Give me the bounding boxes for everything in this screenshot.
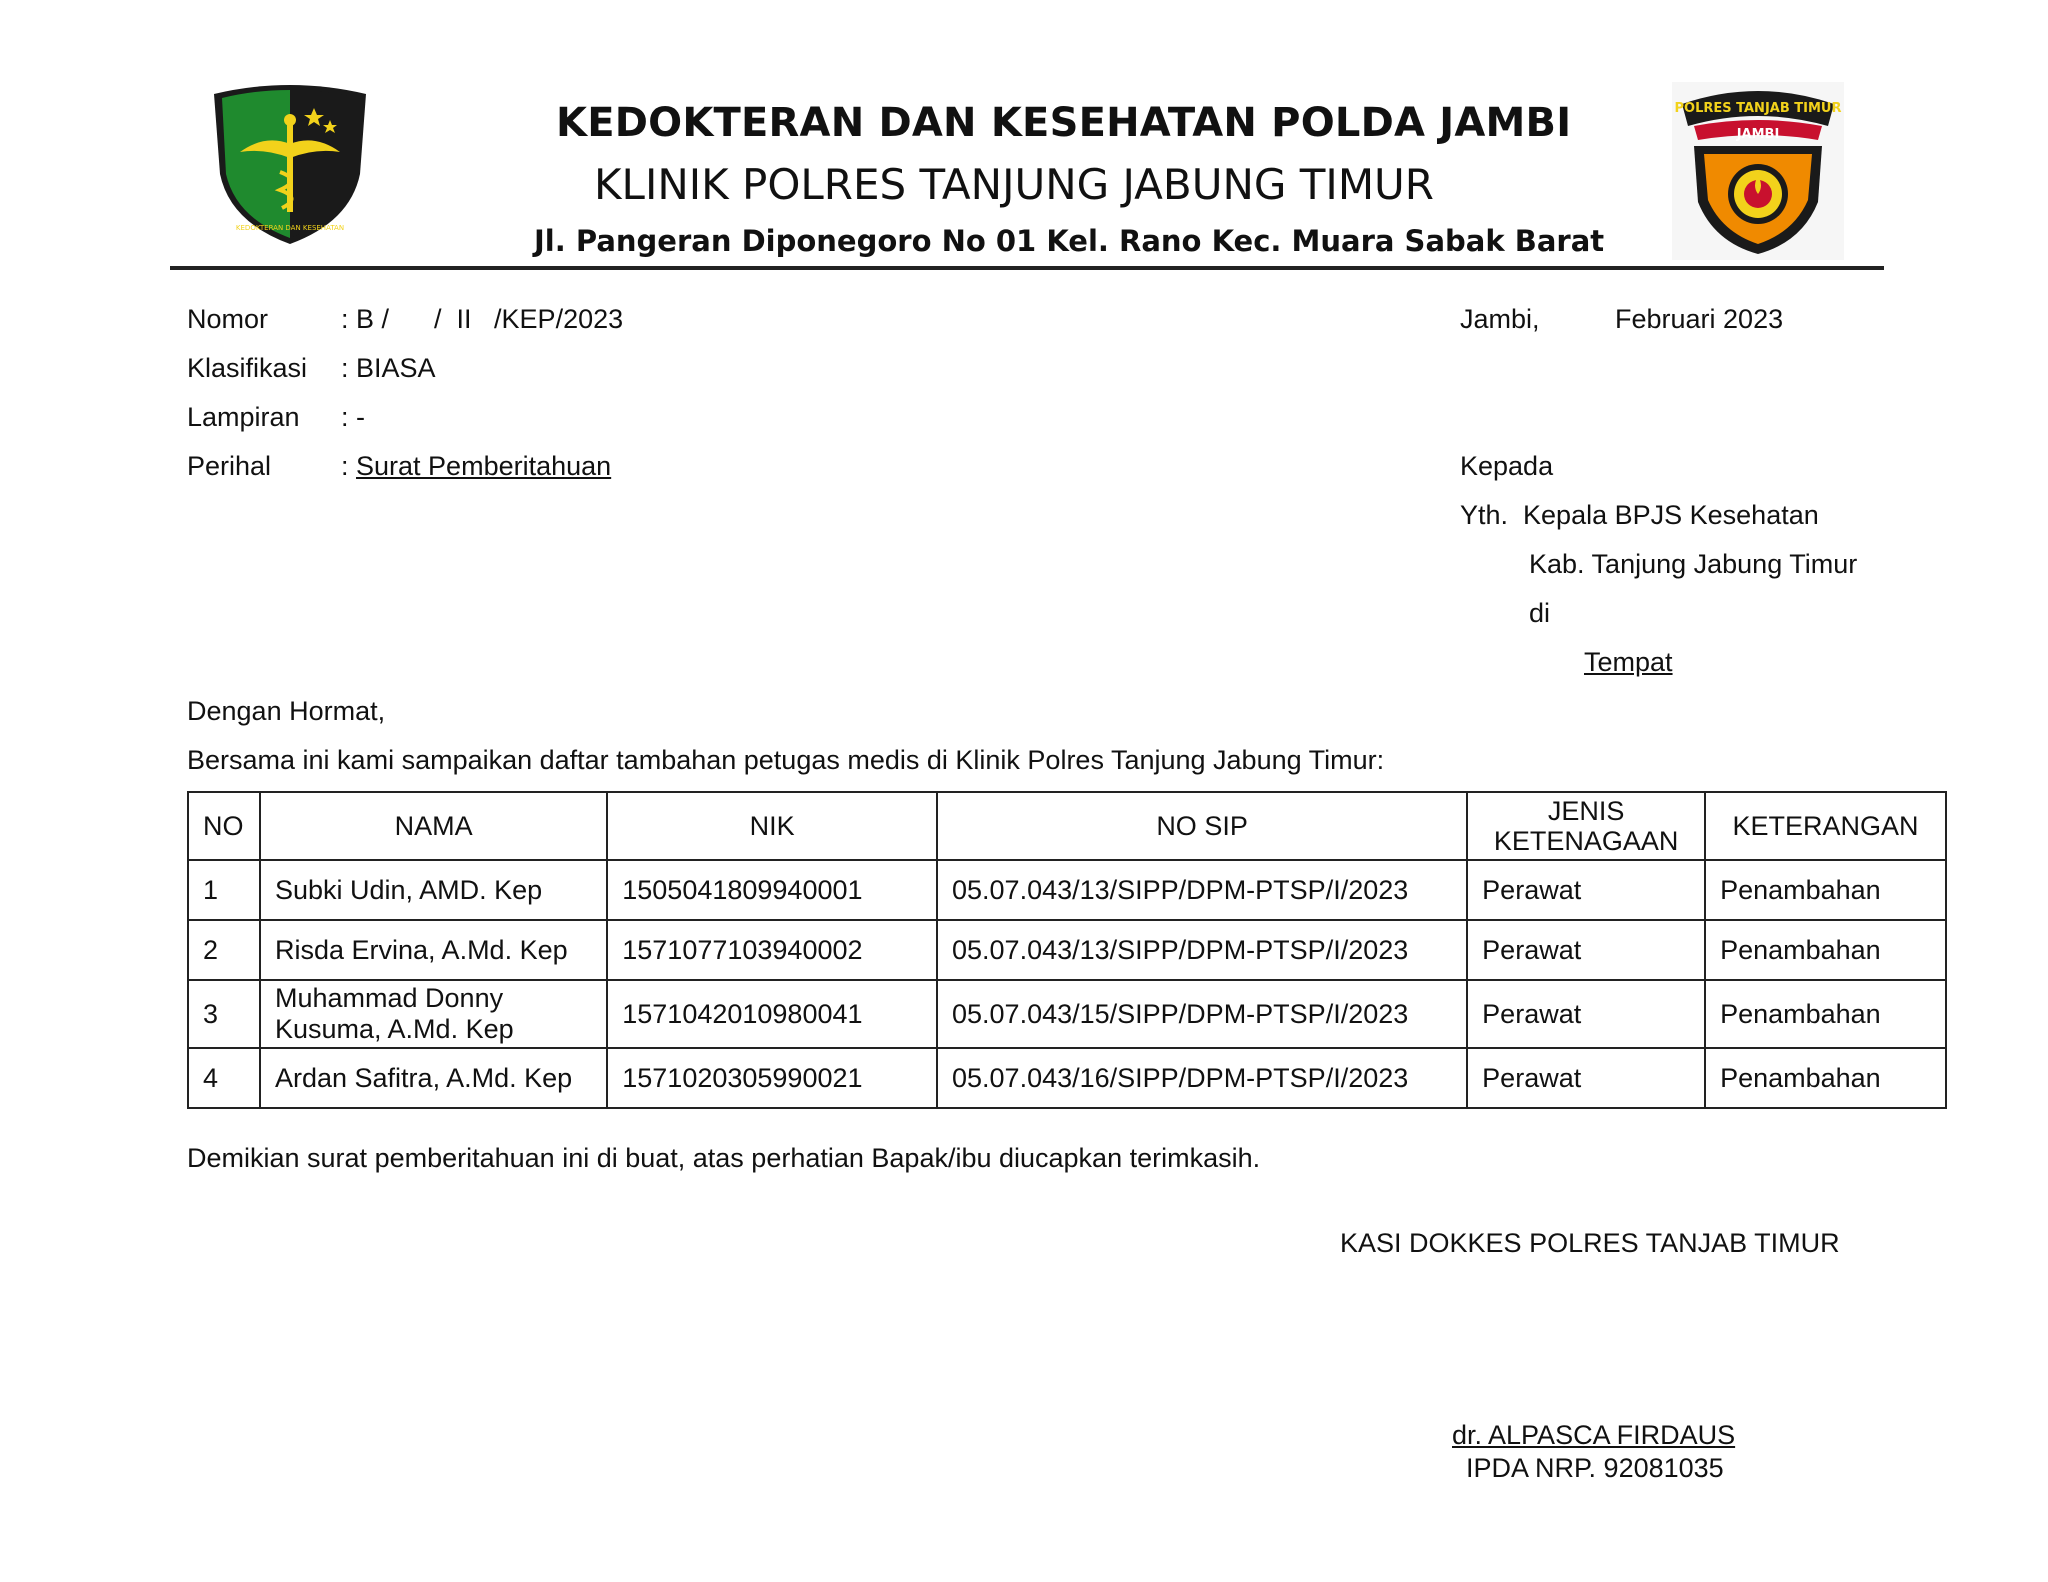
col-header-jenis: JENIS KETENAGAAN: [1467, 792, 1705, 860]
letterhead-address: Jl. Pangeran Diponegoro No 01 Kel. Rano Kec. Muara Sabak Barat: [534, 224, 1605, 258]
cell-nik: 1505041809940001: [607, 860, 937, 920]
intro-paragraph: Bersama ini kami sampaikan daftar tambahan petugas medis di Klinik Polres Tanjung Jabung Timur:: [187, 745, 1385, 775]
cell-nama-line: Subki Udin, AMD. Kep: [274, 874, 543, 905]
cell-nik: 1571020305990021: [607, 1048, 937, 1108]
cell-no-sip: 05.07.043/15/SIPP/DPM-PTSP/I/2023: [937, 980, 1467, 1048]
meta-nomor-value: : B / / II /KEP/2023: [341, 304, 624, 334]
recipient-line4: Tempat: [1584, 647, 1673, 677]
signature-name: dr. ALPASCA FIRDAUS: [1452, 1420, 1736, 1450]
cell-nik: 1571077103940002: [607, 920, 937, 980]
meta-klasifikasi-label: Klasifikasi: [187, 353, 308, 383]
cell-nama: [260, 980, 607, 1048]
col-header-nama: NAMA: [260, 792, 607, 860]
letterhead-divider: [170, 266, 1884, 270]
closing-paragraph: Demikian surat pemberitahuan ini di buat, atas perhatian Bapak/ibu diucapkan terimkasih.: [187, 1143, 1261, 1173]
cell-no-sip: 05.07.043/13/SIPP/DPM-PTSP/I/2023: [937, 860, 1467, 920]
cell-no: 3: [188, 980, 260, 1048]
letter-date: Februari 2023: [1615, 304, 1784, 334]
recipient-line1: Yth. Kepala BPJS Kesehatan: [1460, 500, 1819, 530]
cell-keterangan: Penambahan: [1705, 1048, 1946, 1108]
col-header-keterangan: KETERANGAN: [1705, 792, 1946, 860]
table-row: [188, 920, 1946, 980]
cell-no: 2: [188, 920, 260, 980]
cell-jenis: Perawat: [1467, 1048, 1705, 1108]
cell-no: 4: [188, 1048, 260, 1108]
cell-nama: [260, 860, 607, 920]
polres-logo-ribbon-text: JAMBI: [1736, 127, 1780, 142]
recipient-kepada: Kepada: [1460, 451, 1554, 481]
dokkes-logo: [210, 82, 370, 247]
meta-perihal-colon: :: [341, 451, 357, 481]
table-row: [188, 980, 1946, 1048]
cell-no-sip: 05.07.043/16/SIPP/DPM-PTSP/I/2023: [937, 1048, 1467, 1108]
cell-no: 1: [188, 860, 260, 920]
meta-klasifikasi: [187, 353, 887, 387]
table-header-row: [188, 792, 1946, 860]
cell-nama: [260, 920, 607, 980]
meta-perihal-value: Surat Pemberitahuan: [356, 451, 612, 481]
cell-jenis: Perawat: [1467, 980, 1705, 1048]
meta-nomor: [187, 304, 887, 338]
col-header-no: NO: [188, 792, 260, 860]
cell-nama-line: Muhammad Donny: [274, 983, 504, 1013]
table-row: [188, 1048, 1946, 1108]
cell-jenis: Perawat: [1467, 860, 1705, 920]
cell-nama-line-2: Kusuma, A.Md. Kep: [274, 1014, 514, 1044]
cell-keterangan: Penambahan: [1705, 860, 1946, 920]
cell-nama: [260, 1048, 607, 1108]
col-header-no-sip: NO SIP: [937, 792, 1467, 860]
cell-keterangan: Penambahan: [1705, 980, 1946, 1048]
recipient-line3: di: [1529, 598, 1551, 628]
letterhead-title: KEDOKTERAN DAN KESEHATAN POLDA JAMBI: [556, 100, 1572, 146]
staff-table: [187, 791, 1947, 1109]
letterhead-subtitle: KLINIK POLRES TANJUNG JABUNG TIMUR: [594, 160, 1434, 209]
polres-logo: [1672, 82, 1844, 260]
cell-jenis: Perawat: [1467, 920, 1705, 980]
meta-lampiran-label: Lampiran: [187, 402, 300, 432]
cell-nik: 1571042010980041: [607, 980, 937, 1048]
cell-no-sip: 05.07.043/13/SIPP/DPM-PTSP/I/2023: [937, 920, 1467, 980]
letter-city: Jambi,: [1460, 304, 1540, 334]
recipient-line2: Kab. Tanjung Jabung Timur: [1529, 549, 1858, 579]
greeting: Dengan Hormat,: [187, 696, 386, 726]
dokkes-logo-text: KEDOKTERAN DAN KESEHATAN: [235, 224, 345, 232]
cell-nama-line: Risda Ervina, A.Md. Kep: [274, 934, 568, 965]
meta-klasifikasi-value: : BIASA: [341, 353, 436, 383]
signature-rank-nrp: IPDA NRP. 92081035: [1466, 1453, 1724, 1483]
col-header-nik: NIK: [607, 792, 937, 860]
meta-lampiran-value: : -: [341, 402, 365, 432]
polres-logo-top-text: POLRES TANJAB TIMUR: [1674, 101, 1842, 116]
meta-nomor-label: Nomor: [187, 304, 269, 334]
meta-lampiran: [187, 402, 887, 436]
cell-nama-line: Ardan Safitra, A.Md. Kep: [274, 1062, 573, 1093]
meta-perihal: [187, 451, 887, 485]
cell-keterangan: Penambahan: [1705, 920, 1946, 980]
table-row: [188, 860, 1946, 920]
signature-office: KASI DOKKES POLRES TANJAB TIMUR: [1340, 1228, 1840, 1258]
meta-perihal-label: Perihal: [187, 451, 272, 481]
